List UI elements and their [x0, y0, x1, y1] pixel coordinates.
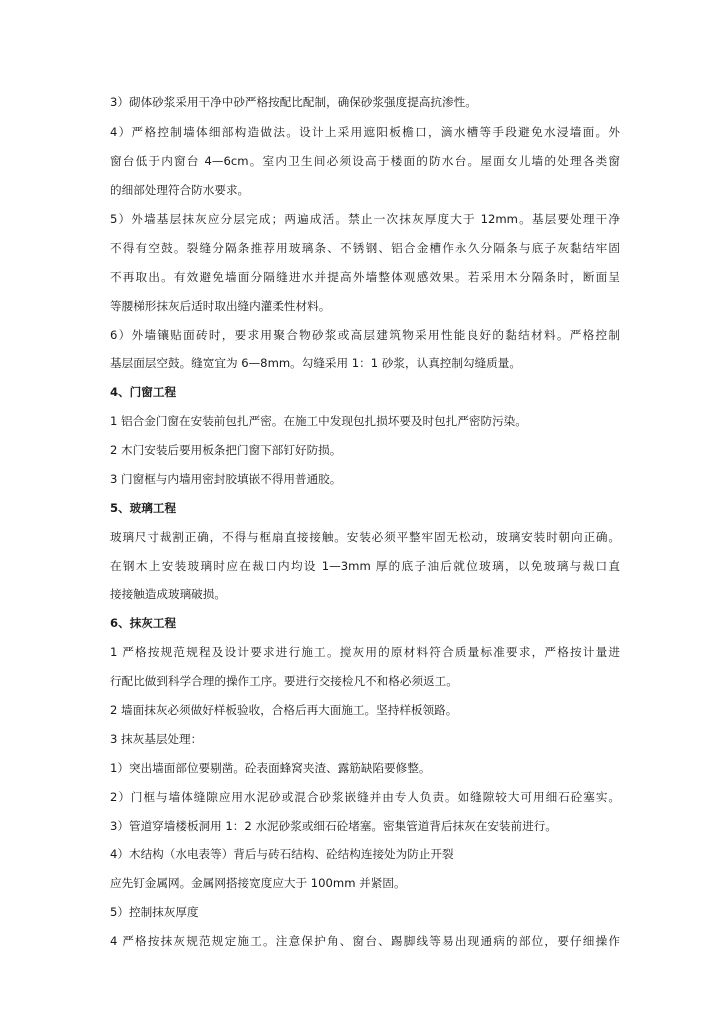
- paragraph-line: 行配比做到科学合理的操作工序。要进行交接检凡不和格必须返工。: [110, 674, 458, 688]
- paragraph-line: 不再取出。有效避免墙面分隔缝进水并提高外墙整体观感效果。若采用木分隔条时，断面呈: [110, 270, 620, 284]
- paragraph-line: 3 门窗框与内墙用密封胶填嵌不得用普通胶。: [110, 472, 342, 486]
- paragraph-line: 的细部处理符合防水要求。: [110, 183, 250, 197]
- paragraph-line: 4）木结构（水电表等）背后与砖石结构、砼结构连接处为防止开裂: [110, 847, 454, 861]
- paragraph-line: 玻璃尺寸裁割正确，不得与框扇直接接触。安装必须平整牢固无松动，玻璃安装时朝向正确。: [110, 530, 620, 544]
- paragraph-line: 4）严格控制墙体细部构造做法。设计上采用遮阳板檐口，滴水槽等手段避免水浸墙面。外: [110, 125, 620, 139]
- paragraph-line: 等腰梯形抹灰后适时取出缝内灌柔性材料。: [110, 299, 331, 313]
- paragraph-line: 1）突出墙面部位要剔凿。砼表面蜂窝夹渣、露筋缺陷要修整。: [110, 761, 431, 775]
- paragraph-line: 2 墙面抹灰必须做好样板验收，合格后再大面施工。坚持样板领路。: [110, 703, 458, 717]
- paragraph-line: 6）外墙镶贴面砖时，要求用聚合物砂浆或高层建筑物采用性能良好的黏结材料。严格控制: [110, 328, 620, 342]
- section-heading-plastering: 6、抹灰工程: [110, 616, 177, 630]
- paragraph-line: 2 木门安装后要用板条把门窗下部钉好防损。: [110, 443, 342, 457]
- section-heading-glass: 5、玻璃工程: [110, 501, 177, 515]
- paragraph-line: 在钢木上安装玻璃时应在裁口内均设 1—3mm 厚的底子油后就位玻璃，以免玻璃与裁口直: [110, 559, 620, 573]
- paragraph-line: 1 铝合金门窗在安装前包扎严密。在施工中发现包扎损坏要及时包扎严密防污染。: [110, 414, 527, 428]
- paragraph-line: 1 严格按规范规程及设计要求进行施工。搅灰用的原材料符合质量标准要求，严格按计量进: [110, 645, 620, 659]
- paragraph-line: 4 严格按抹灰规范规定施工。注意保护角、窗台、踢脚线等易出现通病的部位，要仔细操作: [110, 934, 620, 948]
- paragraph-line: 3）管道穿墙楼板洞用 1：2 水泥砂浆或细石砼堵塞。密集管道背后抹灰在安装前进行。: [110, 819, 557, 833]
- paragraph-line: 5）外墙基层抹灰应分层完成；两遍成活。禁止一次抹灰厚度大于 12mm。基层要处理干净: [110, 212, 620, 226]
- paragraph-line: 5）控制抹灰厚度: [110, 905, 199, 919]
- paragraph-line: 接接触造成玻璃破损。: [110, 587, 226, 601]
- paragraph-line: 3 抹灰基层处理：: [110, 732, 203, 746]
- paragraph-line: 不得有空鼓。裂缝分隔条推荐用玻璃条、不锈钢、铝合金槽作永久分隔条与底子灰黏结牢固: [110, 241, 620, 255]
- paragraph-line: 3）砌体砂浆采用干净中砂严格按配比配制，确保砂浆强度提高抗渗性。: [110, 95, 477, 109]
- paragraph-line: 2）门框与墙体缝隙应用水泥砂或混合砂浆嵌缝并由专人负责。如缝隙较大可用细石砼塞实。: [110, 790, 620, 804]
- paragraph-line: 窗台低于内窗台 4—6cm。室内卫生间必须设高于楼面的防水台。屋面女儿墙的处理各类窗: [110, 154, 620, 168]
- paragraph-line: 基层面层空鼓。缝宽宜为 6—8mm。勾缝采用 1：1 砂浆，认真控制勾缝质量。: [110, 356, 521, 370]
- section-heading-doors-windows: 4、门窗工程: [110, 385, 177, 399]
- paragraph-line: 应先钉金属网。金属网搭接宽度应大于 100mm 并紧固。: [110, 876, 406, 890]
